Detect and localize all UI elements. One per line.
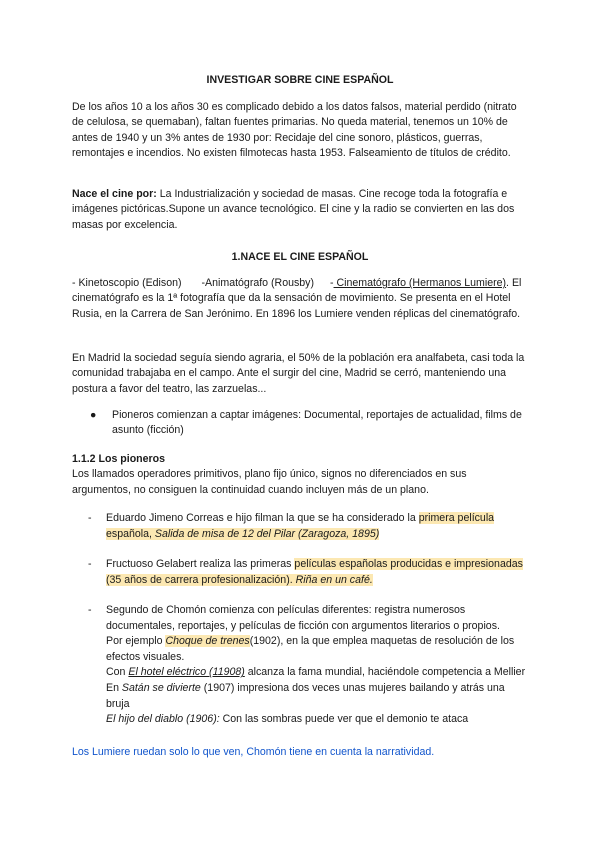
nace-text: La Industrialización y sociedad de masas. Cine recoge toda la fotografía e imágenes pictóricas.Supone un avance tecnológico. El cine y la radio se convierten en las dos masas por excelencia. [72,188,515,231]
chomon-satan [106,681,530,712]
pioneros-section [72,452,528,498]
satan-pre: En [106,681,122,694]
hotel-post: alcanza la fama mundial, haciéndole competencia a Mellier [244,666,526,679]
chomon-hijo [106,712,530,728]
madrid-paragraph [72,351,528,397]
bullet-dot: ● [90,409,97,421]
cinematografo-link[interactable]: Cinematógrafo (Hermanos Lumiere) [333,277,507,289]
document-title: INVESTIGAR SOBRE CINE ESPAÑOL [206,74,394,86]
dash-marker: - [88,558,92,570]
closing-paragraph [72,745,528,760]
pioneros-text: Los llamados operadores primitivos, plano fijo único, signos no diferenciados en sus argumentos, no consiguen la continuidad cuando incluyen más de un plano. [72,468,467,496]
gelabert-text [106,557,530,588]
chomon-intro: Segundo de Chomón comienza con películas diferentes: registra numerosos documentales, reportajes, y películas de ficción con argumentos literarios o propios. [106,604,500,632]
jimeno-text [106,511,530,542]
jimeno-film-title: Salida de misa de 12 del Pilar (Zaragoza, 1895) [154,527,380,540]
hijo-post: Con las sombras puede ver que el demonio te ataca [219,713,469,726]
hotel-electrico-title: El hotel eléctrico (11908) [128,666,245,679]
bullet-text: Pioneros comienzan a captar imágenes: Documental, reportajes de actualidad, films de asunto (ficción) [112,409,522,437]
chomon-text [106,603,530,728]
chomon-hotel [106,665,530,681]
madrid-text: En Madrid la sociedad seguía siendo agraria, el 50% de la población era analfabeta, casi toda la comunidad trabajaba en el campo. Ante el surgir del cine, Madrid se cerró, manteniendo una postura a favor del teatro, las zarzuelas... [72,352,525,395]
chomon-example [106,634,530,665]
hijo-del-diablo-title: El hijo del diablo (1906): [106,713,220,726]
satan-post: (1907) impresiona dos veces unas mujeres bailando y atrás una bruja [106,681,505,710]
section-1-1-2-heading: 1.1.2 Los pioneros [72,453,166,465]
choque-de-trenes-title: Choque de trenes [165,635,250,648]
satan-title: Satán se divierte [121,681,201,694]
hotel-pre: Con [106,666,129,679]
intro-paragraph [72,100,528,162]
jimeno-highlight: primera película española, [106,512,495,540]
dash-marker: - [88,512,92,524]
section-1-heading: 1.NACE EL CINE ESPAÑOL [231,251,369,263]
closing-text: Los Lumiere ruedan solo lo que ven, Chomón tiene en cuenta la narratividad. [72,746,435,758]
example-post: (1902), en la que emplea maquetas de resolución de los efectos visuales. [106,635,515,663]
intro-text: De los años 10 a los años 30 es complicado debido a los datos falsos, material perdido (nitrato de celulosa, se quemaban), faltan fuentes primarias. No queda material, tenemos un 10% de antes de 1940 y un 3% antes de 1930 por: Recidaje del cine sonoro, plásticos, guerras, remontajes e incendios. No existen filmotecas hasta 1953. Falseamiento de títulos de crédito. [72,101,517,160]
device-dash: - [330,277,334,289]
jimeno-pre: Eduardo Jimeno Correas e hijo filman la que se ha considerado la [106,512,419,524]
dash-marker: - [88,604,92,616]
gelabert-pre: Fructuoso Gelabert realiza las primeras [106,558,295,570]
gelabert-highlight: películas españolas producidas e impresionadas (35 años de carrera profesionalización). [106,558,523,586]
device-animatografo: -Animatógrafo (Rousby) [201,277,314,289]
devices-paragraph [72,276,528,322]
example-pre: Por ejemplo [106,635,166,648]
nace-label: Nace el cine por: [72,188,157,200]
devices-text: El cinematógrafo es la 1ª fotografía que da la sensación de movimiento. Se presenta en el Hotel Rusia, en la Carrera de San Jerónimo. En 1896 los Lumiere venden réplicas del cinematógrafo. [72,277,522,320]
device-kinetoscopio: - Kinetoscopio (Edison) [72,277,182,289]
gelabert-film-title: Riña en un café. [295,573,373,586]
nace-paragraph [72,187,528,233]
device-period: . [506,277,509,289]
